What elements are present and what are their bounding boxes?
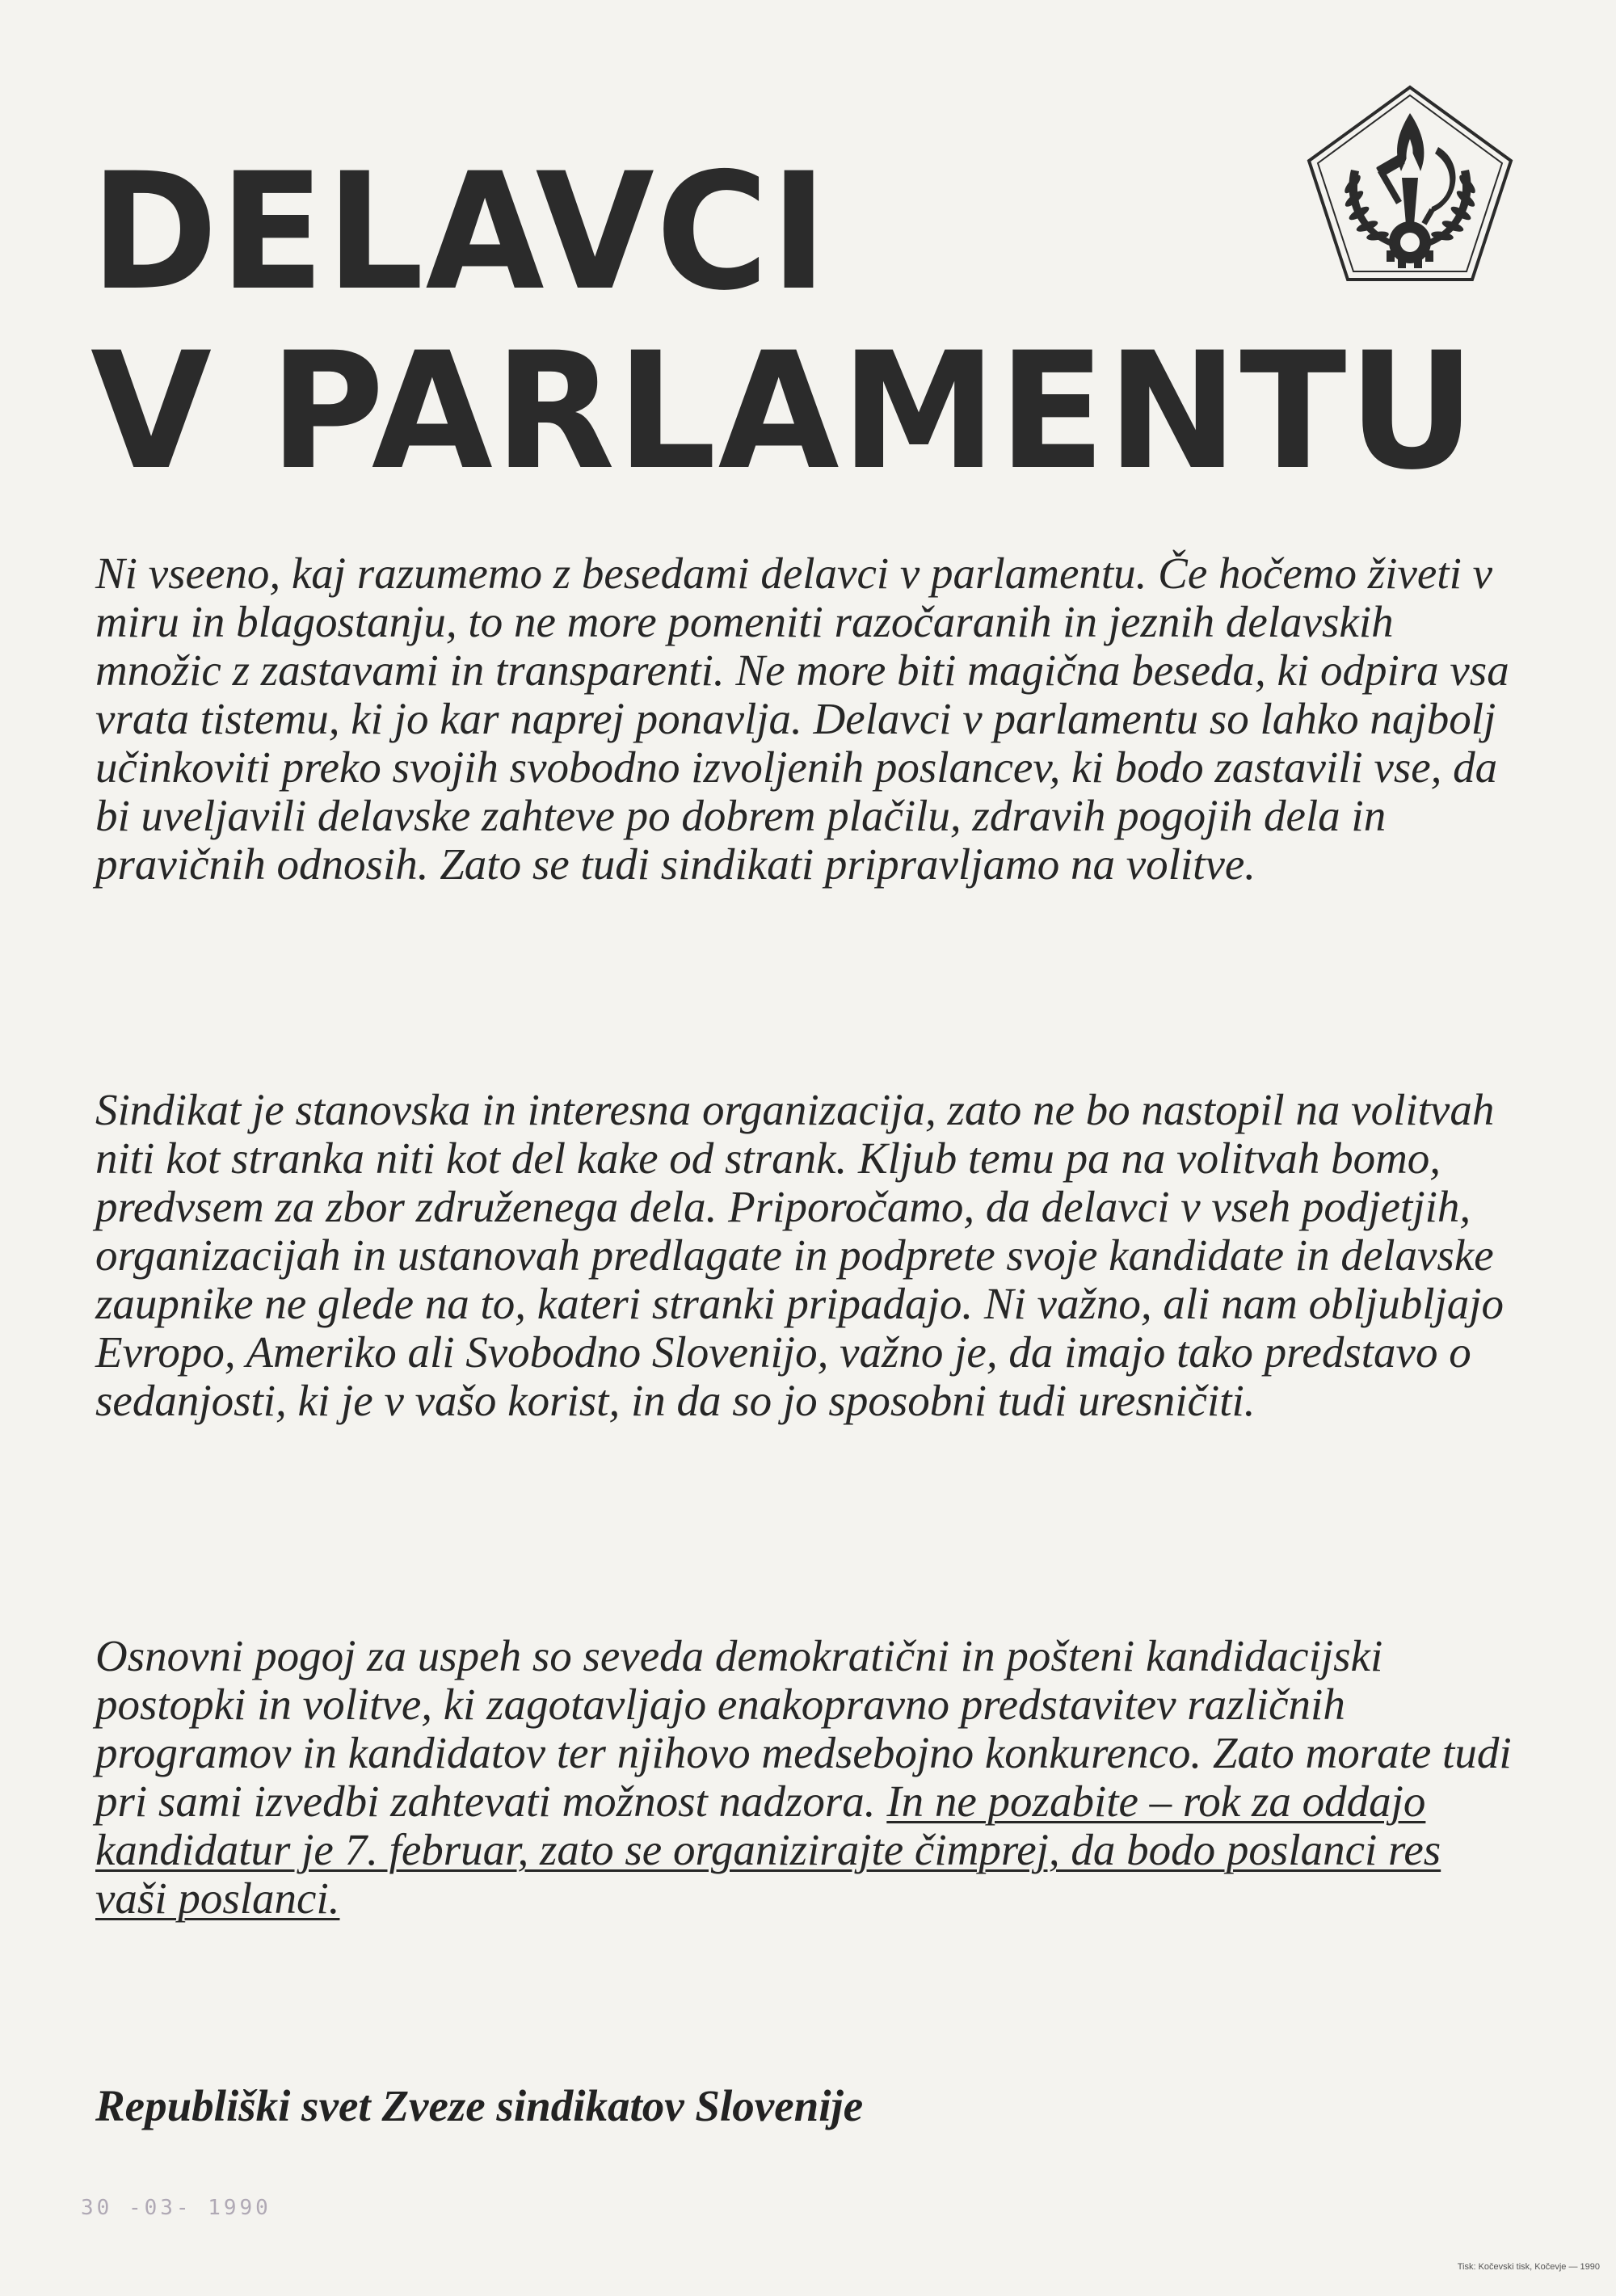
printer-credit: Tisk: Kočevski tisk, Kočevje — 1990 (1457, 2262, 1600, 2272)
paragraph-3 (95, 1632, 1517, 1923)
trade-union-emblem-icon (1302, 81, 1517, 296)
paragraph-2: Sindikat je stanovska in interesna organizacija, zato ne bo nastopil na volitvah niti kot stranka niti kot del kake od strank. Kljub temu pa na volitvah bomo, predvsem za zbor združenega dela. Priporočamo, da delavci v vseh podjetjih, organizacijah in ustanovah predlagate in podprete svoje kandidate in delavske zaupnike ne glede na to, kateri stranki pripadajo. Ni važno, ali nam obljubljajo Evropo, Ameriko ali Svobodno Slovenijo, važno je, da imajo tako predstavo o sedanjosti, ki je v vašo korist, in da so jo sposobni tudi uresničiti. (95, 1085, 1504, 1425)
signature: Republiški svet Zveze sindikatov Slovenije (95, 2081, 864, 2130)
paragraph-3-text: Osnovni pogoj za uspeh so seveda demokratični in pošteni kandidacijski postopki in volitve, ki zagotavljajo enakopravno predstavitev različnih programov in kandidatov ter njihovo medsebojno konkurenco. Zato morate tudi pri sami izvedbi zahtevati možnost nadzora. (95, 1631, 1512, 1826)
headline-line-2: V PARLAMENTU (90, 317, 1477, 506)
date-stamp: 30 -03- 1990 (81, 2196, 271, 2220)
paragraph-1: Ni vseeno, kaj razumemo z besedami delavci v parlamentu. Če hočemo živeti v miru in blagostanju, to ne more pomeniti razočaranih in jeznih delavskih množic z zastavami in transparenti. Ne more biti magična beseda, ki odpira vsa vrata tistemu, ki jo kar naprej ponavlja. Delavci v parlamentu so lahko najbolj učinkoviti preko svojih svobodno izvoljenih poslancev, ki bodo zastavili vse, da bi uveljavili delavske zahteve po dobrem plačilu, zdravih pogojih dela in pravičnih odnosih. Zato se tudi sindikati pripravljamo na volitve. (95, 549, 1509, 889)
paragraph-3-underlined-text: In ne pozabite – rok za oddajo kandidatur je 7. februar, zato se organizirajte čimprej, da bodo poslanci res vaši poslanci. (95, 1777, 1441, 1923)
headline-line-1: DELAVCI (90, 138, 829, 326)
